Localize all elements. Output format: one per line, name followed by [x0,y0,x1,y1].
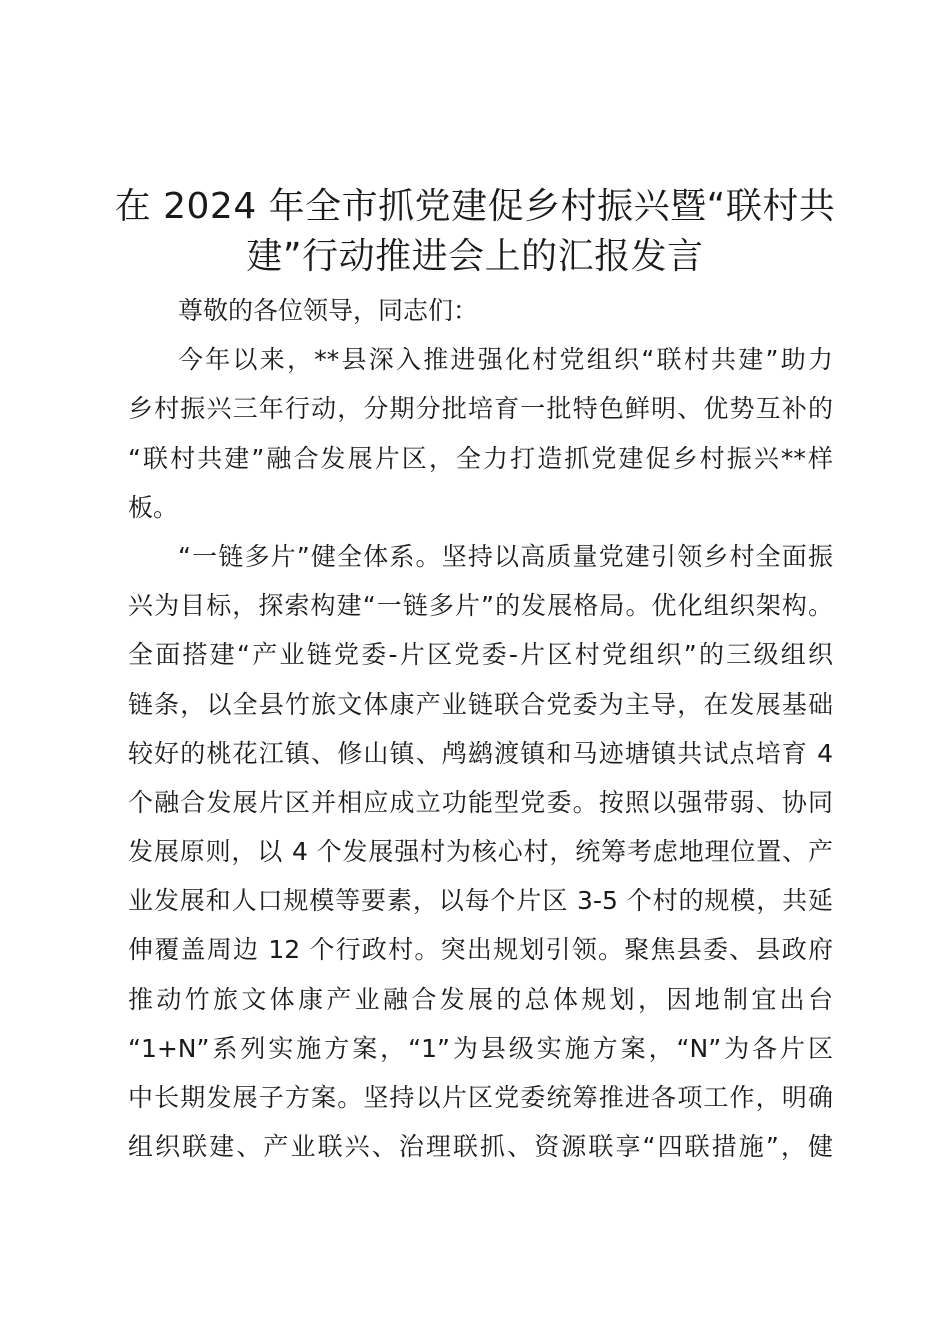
paragraph-line: 业发展和人口规模等要素，以每个片区 3-5 个村的规模，共延 [128,886,833,916]
paragraph-line: 乡村振兴三年行动，分期分批培育一批特色鲜明、优势互补的 [128,394,833,424]
paragraph-line: 个融合发展片区并相应成立功能型党委。按照以强带弱、协同 [128,787,833,817]
paragraph-line: 较好的桃花江镇、修山镇、鸬鹚渡镇和马迹塘镇共试点培育 4 [128,738,833,768]
paragraph-line: 推动竹旅文体康产业融合发展的总体规划，因地制宜出台 [128,984,833,1014]
paragraph-line: 链条，以全县竹旅文体康产业链联合党委为主导，在发展基础 [128,689,833,719]
paragraph-line: 伸覆盖周边 12 个行政村。突出规划引领。聚焦县委、县政府 [128,935,833,965]
document-title [100,182,850,282]
paragraph-line: “联村共建”融合发展片区，全力打造抓党建促乡村振兴**样 [128,443,833,473]
paragraph-line: “1+N”系列实施方案，“1”为县级实施方案，“N”为各片区 [128,1033,833,1063]
paragraph-line: 今年以来，**县深入推进强化村党组织“联村共建”助力 [178,345,833,375]
title-line-1: 在 2024 年全市抓党建促乡村振兴暨“联村共 [114,186,836,227]
paragraph-line: 中长期发展子方案。坚持以片区党委统筹推进各项工作，明确 [128,1083,833,1112]
title-line-2: 建”行动推进会上的汇报发言 [246,236,704,277]
paragraph-line: 板。 [128,492,179,522]
paragraph-line: “一链多片”健全体系。坚持以高质量党建引领乡村全面振 [178,541,833,571]
paragraph-line: 组织联建、产业联兴、治理联抓、资源联享“四联措施”，健 [128,1132,833,1162]
document-body [128,286,833,1171]
paragraph-line: 发展原则，以 4 个发展强村为核心村，统筹考虑地理位置、产 [128,837,833,867]
paragraph-line: 兴为目标，探索构建“一链多片”的发展格局。优化组织架构。 [128,591,833,621]
paragraph-line: 全面搭建“产业链党委-片区党委-片区村党组织”的三级组织 [128,640,833,670]
salutation: 尊敬的各位领导，同志们： [178,296,479,325]
